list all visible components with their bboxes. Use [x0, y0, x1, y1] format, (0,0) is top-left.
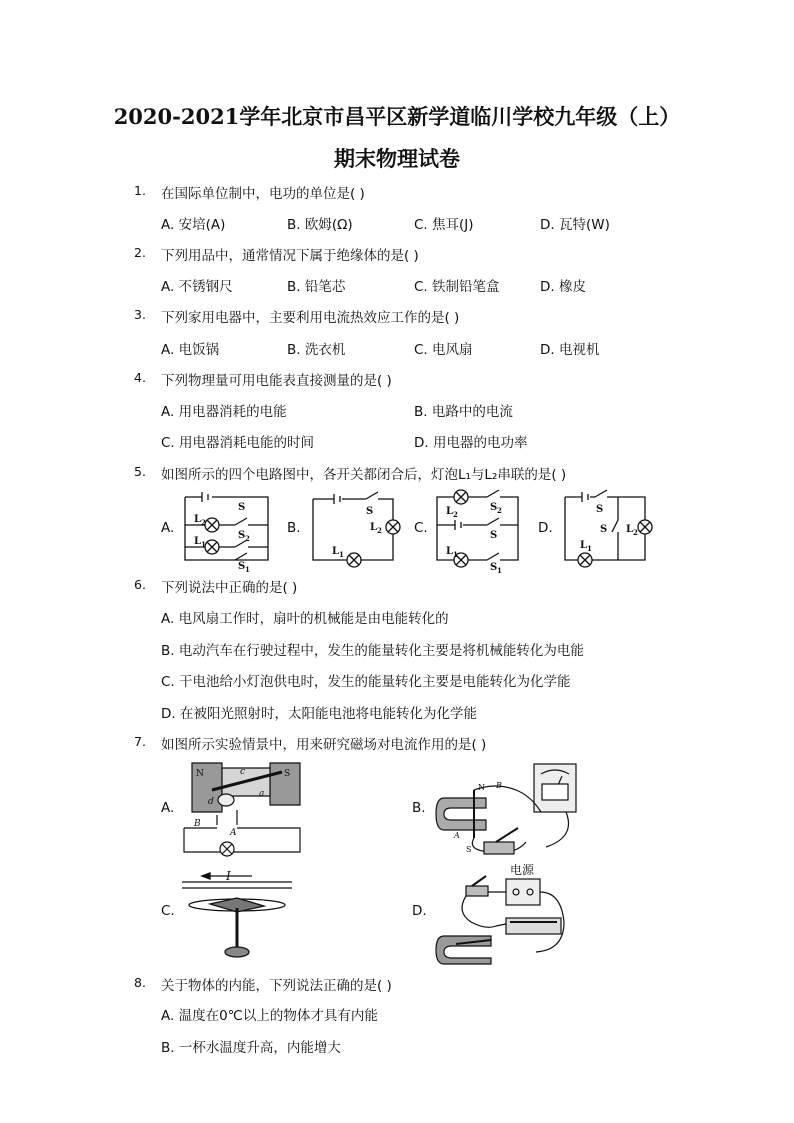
- circuit-a-label-l1: L: [194, 536, 202, 547]
- q3-option-d[interactable]: D. 电视机: [540, 342, 600, 358]
- circuit-b-diagram: [308, 492, 403, 567]
- q7-figure-d: [436, 862, 576, 964]
- q7-option-d[interactable]: D.: [412, 903, 427, 919]
- fig-b-label-s: S: [466, 845, 472, 854]
- circuit-c-sub-s1: 1: [497, 566, 502, 575]
- circuit-a-label-s1: S: [238, 561, 246, 572]
- circuit-a-sub-1: 1: [201, 540, 206, 549]
- q6-option-a[interactable]: A. 电风扇工作时，扇叶的机械能是由电能转化的: [161, 611, 449, 627]
- q1-text: 在国际单位制中，电功的单位是( ): [161, 186, 365, 202]
- q8-text: 关于物体的内能，下列说法正确的是( ): [161, 978, 392, 994]
- q6-option-d[interactable]: D. 在被阳光照射时，太阳能电池将电能转化为化学能: [161, 706, 477, 722]
- q1-option-c[interactable]: C. 焦耳(J): [414, 217, 474, 233]
- q5-option-a[interactable]: A.: [161, 520, 175, 536]
- fig-a-label-n: N: [196, 769, 204, 779]
- fig-b-label-b: B: [496, 781, 502, 790]
- q2-text: 下列用品中，通常情况下属于绝缘体的是( ): [161, 248, 419, 264]
- q5-number: 5.: [134, 464, 146, 479]
- q8-option-b[interactable]: B. 一杯水温度升高，内能增大: [161, 1040, 341, 1056]
- q6-option-b[interactable]: B. 电动汽车在行驶过程中，发生的能量转化主要是将机械能转化为电能: [161, 643, 584, 659]
- q4-option-b[interactable]: B. 电路中的电流: [414, 404, 513, 420]
- circuit-c-label-l2: L: [446, 506, 454, 517]
- q5-option-d[interactable]: D.: [538, 520, 553, 536]
- q4-option-a[interactable]: A. 用电器消耗的电能: [161, 404, 287, 420]
- q5-option-b[interactable]: B.: [287, 520, 301, 536]
- circuit-c-label-s1: S: [490, 562, 498, 573]
- q3-text: 下列家用电器中，主要利用电流热效应工作的是( ): [161, 310, 460, 326]
- q7-text: 如图所示实验情景中，用来研究磁场对电流作用的是( ): [161, 737, 487, 753]
- q6-text: 下列说法中正确的是( ): [161, 580, 298, 596]
- circuit-d-label-l1: L: [580, 540, 588, 551]
- circuit-a-label-s2: S: [238, 530, 246, 541]
- fig-a-label-a-small: a: [259, 789, 265, 799]
- fig-a-label-a: A: [230, 828, 237, 838]
- q7-option-a[interactable]: A.: [161, 800, 175, 816]
- circuit-d-sub-1: 1: [587, 544, 592, 553]
- q2-option-a[interactable]: A. 不锈钢尺: [161, 279, 233, 295]
- q6-option-c[interactable]: C. 干电池给小灯泡供电时，发生的能量转化主要是电能转化为化学能: [161, 674, 571, 690]
- q2-number: 2.: [134, 245, 146, 260]
- fig-a-label-c: c: [240, 767, 246, 777]
- fig-c-label-current: I: [226, 869, 231, 883]
- q3-number: 3.: [134, 307, 146, 322]
- q8-number: 8.: [134, 975, 146, 990]
- q2-option-c[interactable]: C. 铁制铅笔盒: [414, 279, 500, 295]
- circuit-c-sub-1: 1: [453, 550, 458, 559]
- q8-option-a[interactable]: A. 温度在0℃以上的物体才具有内能: [161, 1008, 378, 1024]
- title-line-2: 期末物理试卷: [334, 146, 460, 171]
- circuit-b-label-s: S: [366, 506, 374, 517]
- q4-option-c[interactable]: C. 用电器消耗电能的时间: [161, 435, 315, 451]
- circuit-c-label-l1: L: [446, 546, 454, 557]
- q1-option-a[interactable]: A. 安培(A): [161, 217, 226, 233]
- q7-figure-b: [436, 762, 581, 860]
- q7-figure-a: [182, 760, 307, 858]
- circuit-a-sub-s1: 1: [245, 565, 250, 574]
- q7-number: 7.: [134, 734, 146, 749]
- circuit-a-sub-2: 2: [201, 518, 206, 527]
- q3-option-c[interactable]: C. 电风扇: [414, 342, 473, 358]
- fig-b-label-a: A: [454, 831, 460, 840]
- q1-option-b[interactable]: B. 欧姆(Ω): [287, 217, 353, 233]
- q5-text: 如图所示的四个电路图中，各开关都闭合后，灯泡L₁与L₂串联的是( ): [161, 467, 567, 483]
- circuit-a-diagram: [180, 490, 275, 574]
- q7-option-c[interactable]: C.: [161, 903, 175, 919]
- q4-text: 下列物理量可用电能表直接测量的是( ): [161, 373, 392, 389]
- q2-option-b[interactable]: B. 铅笔芯: [287, 279, 346, 295]
- circuit-c-sub-2: 2: [453, 510, 458, 519]
- circuit-d-diagram: [560, 490, 660, 570]
- circuit-c-diagram: [432, 490, 527, 575]
- fig-b-label-n: N: [478, 783, 485, 792]
- circuit-c-sub-s2: 2: [497, 506, 502, 515]
- circuit-d-label-s: S: [596, 504, 604, 515]
- fig-a-label-b: B: [194, 819, 201, 829]
- title-line-1: 2020-2021学年北京市昌平区新学道临川学校九年级（上）: [113, 104, 681, 129]
- q4-option-d[interactable]: D. 用电器的电功率: [414, 435, 528, 451]
- q5-option-c[interactable]: C.: [414, 520, 428, 536]
- circuit-d-label-l2: L: [626, 524, 634, 535]
- circuit-c-label-s: S: [490, 530, 498, 541]
- circuit-b-label-l2: L: [370, 522, 378, 533]
- circuit-a-sub-s2: 2: [245, 534, 250, 543]
- fig-a-label-d: d: [208, 797, 214, 807]
- circuit-a-label-l2: L: [194, 514, 202, 525]
- circuit-d-label-s-inner: S: [600, 524, 608, 535]
- circuit-b-label-l1: L: [332, 546, 340, 557]
- fig-d-label-power: 电源: [510, 863, 535, 877]
- q7-option-b[interactable]: B.: [412, 800, 426, 816]
- q4-number: 4.: [134, 370, 146, 385]
- circuit-b-sub-2: 2: [377, 526, 382, 535]
- circuit-a-label-s: S: [238, 502, 246, 513]
- q1-number: 1.: [134, 183, 146, 198]
- q1-option-d[interactable]: D. 瓦特(W): [540, 217, 610, 233]
- q6-number: 6.: [134, 577, 146, 592]
- circuit-b-sub-1: 1: [339, 550, 344, 559]
- q2-option-d[interactable]: D. 橡皮: [540, 279, 586, 295]
- q7-figure-c: [180, 868, 295, 963]
- circuit-c-label-s2: S: [490, 502, 498, 513]
- fig-a-label-s: S: [284, 769, 291, 779]
- q3-option-b[interactable]: B. 洗衣机: [287, 342, 346, 358]
- q3-option-a[interactable]: A. 电饭锅: [161, 342, 220, 358]
- circuit-d-sub-2: 2: [633, 528, 638, 537]
